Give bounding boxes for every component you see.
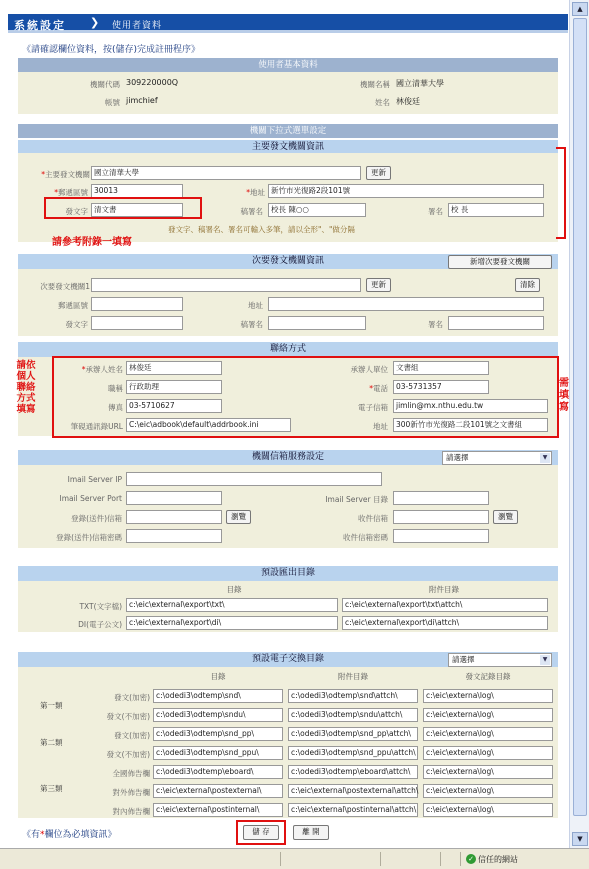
exchange-attach-input[interactable]: c:\odedi3\odtemp\snd_ppu\attch\ [288,746,418,760]
login-password-label: 登錄(送件)信箱密碼 [56,533,122,542]
secondary-update-button[interactable]: 更新 [366,278,391,292]
exchange-row-label: 對外佈告欄 [112,788,150,797]
export-attach-input[interactable]: c:\eic\external\export\txt\attch\ [342,598,548,612]
annotation-box-save [236,820,286,845]
trusted-site-label: 信任的網站 [478,855,518,864]
secondary-sign-input[interactable] [448,316,544,330]
title-bar [8,14,568,33]
name-label: 姓名 [375,98,390,107]
exchange-log-input[interactable]: c:\eic\externa\log\ [423,727,553,741]
trusted-site-check-icon: ✓ [466,854,476,864]
primary-agency-section [18,124,558,242]
exchange-col-dir: 目錄 [210,672,226,681]
exchange-header: 預設電子交換目錄 [18,652,558,667]
exchange-col-attach: 附件目錄 [338,672,368,681]
exchange-attach-input[interactable]: c:\odedi3\odtemp\sndu\attch\ [288,708,418,722]
agency-name-label: 機關名稱 [360,80,390,89]
annotation-fill-right: 需填寫 [559,378,569,413]
required-note: 《有*欄位為必填資訊》 [22,830,117,840]
vertical-scrollbar[interactable] [569,0,589,848]
browse-recv-button[interactable]: 瀏覽 [493,510,518,524]
exchange-dir-input[interactable]: c:\odedi3\odtemp\eboard\ [153,765,283,779]
system-title: 系統設定 [14,19,66,32]
handler-unit-input[interactable]: 文書組 [393,361,489,375]
exchange-log-input[interactable]: c:\eic\externa\log\ [423,784,553,798]
status-bar [0,848,589,869]
fax-label: 傳真 [108,403,123,412]
save-button[interactable]: 儲 存 [243,825,279,840]
address-book-url-input[interactable]: C:\eic\adbook\default\addrbook.ini [126,418,291,432]
email-label: 電子信箱 [358,403,388,412]
fax-input[interactable]: 03-5710627 [126,399,222,413]
group-label: 第二類 [40,738,63,747]
handler-name-label: *承辦人姓名 [81,365,123,374]
exchange-row-label: 發文(不加密) [106,712,150,721]
secondary-draft-input[interactable] [268,316,366,330]
agency-code-value: 309220000Q [126,78,179,87]
chevron-right-icon: ❯ [90,16,100,29]
account-label: 帳號 [105,98,120,107]
secondary-clear-button[interactable]: 清除 [515,278,540,292]
secondary-address-input[interactable] [268,297,544,311]
status-divider [460,852,461,866]
secondary-agency-input[interactable] [91,278,361,292]
signature-input[interactable]: 校 長 [448,203,544,217]
exchange-section [18,652,558,818]
chevron-down-icon: ▼ [540,453,550,463]
exchange-log-input[interactable]: c:\eic\externa\log\ [423,708,553,722]
signature-label: 署名 [428,207,443,216]
secondary-agency-header: 次要發文機關資訊 [18,254,558,269]
chevron-down-icon: ▼ [540,655,550,665]
handler-unit-label: 承辦人單位 [350,365,388,374]
secondary-agency-section [18,254,558,336]
exchange-dir-input[interactable]: c:\odedi3\odtemp\sndu\ [153,708,283,722]
export-col-attach: 附件目錄 [429,585,459,594]
contact-header: 聯絡方式 [18,342,558,357]
page-title: 使用者資料 [112,21,163,31]
address-input[interactable]: 新竹市光復路2段101號 [268,184,544,198]
status-divider [440,852,441,866]
recv-mailbox-label: 收件信箱 [358,514,388,523]
instruction-text: 《請確認欄位資料，按(儲存)完成註冊程序》 [22,45,201,55]
address-book-url-label: 筆硯通訊錄URL [70,422,123,431]
scroll-down-icon[interactable]: ▼ [572,832,588,846]
status-divider [380,852,381,866]
issue-word-label: 發文字 [65,207,88,216]
secondary-agency-label: 次要發文機關1 [40,282,90,291]
phone-label: *電話 [369,384,388,393]
exchange-dir-input[interactable]: c:\odedi3\odtemp\snd_ppu\ [153,746,283,760]
job-title-input[interactable]: 行政助理 [126,380,222,394]
recv-password-label: 收件信箱密碼 [343,533,388,542]
multi-entry-hint: 發文字、稿署名、署名可輸入多筆，請以全形"、"做分隔 [168,225,355,234]
exchange-dir-input[interactable]: c:\eic\external\postinternal\ [153,803,283,817]
exchange-dir-input[interactable]: c:\odedi3\odtemp\snd_pp\ [153,727,283,741]
server-dir-label: Imail Server 目錄 [325,495,388,504]
login-mailbox-label: 登錄(送件)信箱 [71,514,122,523]
export-row-label: TXT(文字檔) [79,602,122,611]
add-secondary-agency-button[interactable]: 新增次要發文機關 [448,255,552,269]
exchange-select[interactable]: 請選擇 ▼ [448,653,552,667]
group-label: 第一類 [40,701,63,710]
leave-button[interactable]: 離 開 [293,825,329,840]
exchange-col-log: 發文記錄目錄 [465,672,511,681]
exchange-log-input[interactable]: c:\eic\externa\log\ [423,765,553,779]
exchange-row-label: 全國佈告欄 [112,769,150,778]
job-title-label: 職稱 [108,384,123,393]
secondary-zip-label: 郵遞區號 [58,301,88,310]
recv-mailbox-input[interactable] [393,510,489,524]
export-col-dir: 目錄 [226,585,242,594]
annotation-box-issue-word [44,197,202,219]
status-divider [280,852,281,866]
export-attach-input[interactable]: c:\eic\external\export\di\attch\ [342,616,548,630]
primary-agency-input[interactable]: 國立清華大學 [91,166,361,180]
zip-label: *郵遞區號 [54,188,88,197]
mail-header: 機關信箱服務設定 [18,450,558,465]
dropdown-settings-header: 機關下拉式選單設定 [18,124,558,138]
draft-sign-input[interactable]: 校長 陳○○ [268,203,366,217]
draft-sign-label: 稿署名 [240,207,263,216]
exchange-attach-input[interactable]: c:\odedi3\odtemp\snd_pp\attch\ [288,727,418,741]
exchange-log-input[interactable]: c:\eic\externa\log\ [423,689,553,703]
recv-password-input[interactable] [393,529,489,543]
exchange-dir-input[interactable]: c:\odedi3\odtemp\snd\ [153,689,283,703]
issue-word-input[interactable]: 清文書 [91,203,183,217]
basic-info-header: 使用者基本資料 [18,58,558,72]
exchange-attach-input[interactable]: c:\eic\external\postexternal\attch\ [288,784,418,798]
phone-input[interactable]: 03-5731357 [393,380,489,394]
server-ip-label: Imail Server IP [67,475,122,484]
annotation-ref-appendix: 請參考附錄一填寫 [52,237,132,248]
export-header: 預設匯出目錄 [18,566,558,581]
secondary-word-label: 發文字 [65,320,88,329]
export-dir-input[interactable]: c:\eic\external\export\txt\ [126,598,338,612]
contact-address-label: 地址 [373,422,388,431]
exchange-row-label: 發文(加密) [114,693,150,702]
exchange-attach-input[interactable]: c:\eic\external\postinternal\attch\ [288,803,418,817]
mail-select[interactable]: 請選擇 ▼ [442,451,552,465]
zip-input[interactable]: 30013 [91,184,183,198]
basic-info-section [18,58,558,114]
primary-agency-header: 主要發文機關資訊 [18,138,558,153]
name-value: 林俊廷 [396,97,420,106]
primary-agency-label: *主要發文機關 [41,170,90,179]
annotation-box-contact [52,356,559,438]
primary-update-button[interactable]: 更新 [366,166,391,180]
export-section [18,566,558,632]
group-label: 第三類 [40,784,63,793]
secondary-draft-label: 稿署名 [240,320,263,329]
login-mailbox-input[interactable] [126,510,222,524]
server-port-input[interactable] [126,491,222,505]
mail-section [18,450,558,548]
login-password-input[interactable] [126,529,222,543]
server-port-label: Imail Server Port [59,494,122,503]
exchange-row-label: 對內佈告欄 [112,807,150,816]
server-dir-input[interactable] [393,491,489,505]
exchange-row-label: 發文(加密) [114,731,150,740]
annotation-contact-left: 請依個人聯絡方式填寫 [16,360,36,415]
export-dir-input[interactable]: c:\eic\external\export\di\ [126,616,338,630]
address-label: *地址 [246,188,265,197]
secondary-sign-label: 署名 [428,320,443,329]
exchange-log-input[interactable]: c:\eic\externa\log\ [423,803,553,817]
exchange-dir-input[interactable]: c:\eic\external\postexternal\ [153,784,283,798]
contact-address-input[interactable]: 300新竹市光復路二段101號之文書組 [393,418,548,432]
exchange-attach-input[interactable]: c:\odedi3\odtemp\snd\attch\ [288,689,418,703]
agency-name-value: 國立清華大學 [396,79,444,88]
secondary-zip-input[interactable] [91,297,183,311]
agency-code-label: 機關代碼 [90,80,120,89]
email-input[interactable]: jimlin@mx.nthu.edu.tw [393,399,548,413]
browse-login-button[interactable]: 瀏覽 [226,510,251,524]
annotation-bracket [556,147,566,239]
server-ip-input[interactable] [126,472,382,486]
exchange-row-label: 發文(不加密) [106,750,150,759]
scroll-thumb[interactable] [573,18,587,816]
export-row-label: DI(電子公文) [78,620,122,629]
secondary-address-label: 地址 [248,301,263,310]
exchange-attach-input[interactable]: c:\odedi3\odtemp\eboard\attch\ [288,765,418,779]
scroll-up-icon[interactable]: ▲ [572,2,588,16]
handler-name-input[interactable]: 林俊廷 [126,361,222,375]
exchange-log-input[interactable]: c:\eic\externa\log\ [423,746,553,760]
secondary-word-input[interactable] [91,316,183,330]
account-value: jimchief [126,96,158,105]
